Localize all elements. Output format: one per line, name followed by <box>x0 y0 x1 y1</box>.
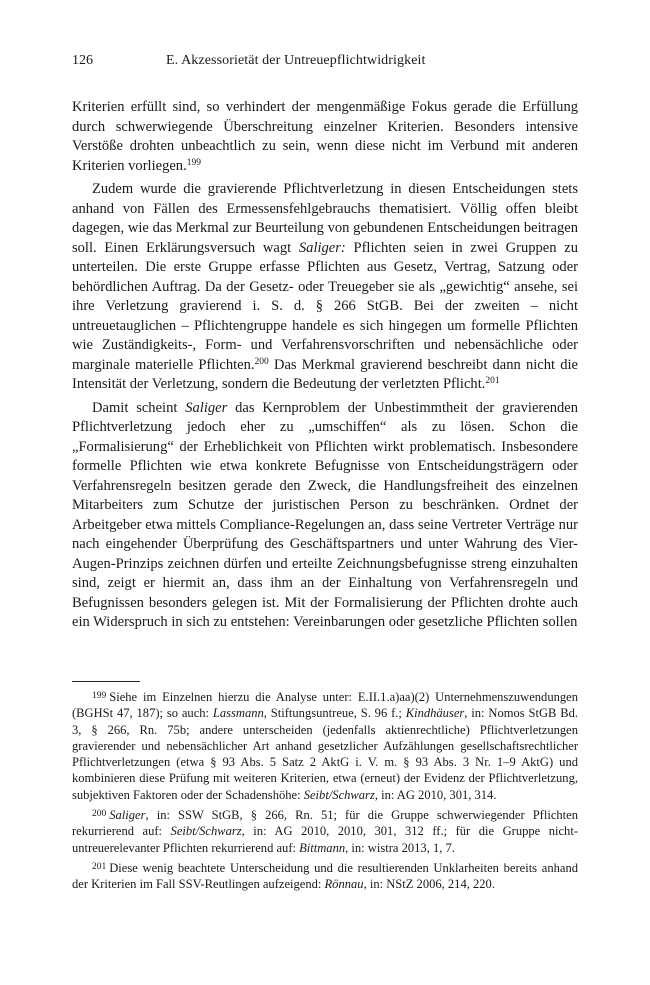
page-number: 126 <box>72 53 93 68</box>
paragraph-2: Zudem wurde die gravierende Pflichtverletzung in diesen Entscheidungen stets anhand von Fällen des Ermessensfehlgebrauchs thematisiert. Völlig offen bleibt dagegen, wie das Merkmal zur Beurteilung von gebundenen Entscheidungen beitragen soll. Einen Erklärungsversuch wagt Saliger: Pflichten seien in zwei Gruppen zu unterteilen. Die erste Gruppe erfasse Pflichten aus Gesetz, Vertrag, Satzung oder behördlichen Auftrag. Da der Gesetz- oder Treuegeber sie als „gewichtig“ ansehe, sei ihre Verletzung gravierend i. S. d. § 266 StGB. Bei der zweiten – nicht untreuetauglichen – Pflichtengruppe handele es sich hingegen um formelle Pflichten wie Zuständigkeits-, Form- und Verfahrensvorschriften und nebensächliche oder marginale materielle Pflichten.$^{200}$ Das Merkmal gravierend beschreibt dann nicht die Intensität der Verletzung, sondern die Bedeutung der verletzten Pflicht.$^{201}$ <box>72 181 579 392</box>
footnote-number: 199 <box>92 691 107 701</box>
main-text <box>72 98 578 633</box>
footnote-ref-201[interactable]: 201 <box>485 376 500 386</box>
footnotes <box>72 689 578 893</box>
footnote-ref-200[interactable]: 200 <box>254 356 269 367</box>
footnote-199: $^{199}$ Siehe im Einzelnen hierzu die Analyse unter: E.II.1.a)aa)(2) Unternehmenszuwendungen (BGHSt 47, 187); so auch: Lassmann, Stiftungsuntreue, S. 96 f.; Kindhäuser, in: Nomos StGB Bd. 3, § 266, Rn. 75b; andere unterscheiden (jedenfalls aktienrechtliche) Pflichtverletzungen gravierender und nebensächlicher Art anhand gesetzlicher Aufzählungen gesellschaftsrechtlicher Pflichtverletzungen (etwa § 93 Abs. 5 Satz 2 AktG i. V. m. § 93 Abs. 3 Nr. 1–9 AktG) und kombinieren diese Prüfung mit weiteren Kriterien, etwa (erneut) der Evidenz der Pflichtverletzung, subjektiven Faktoren oder der Schadenshöhe: Seibt/Schwarz, in: AG 2010, 301, 314. <box>72 690 579 802</box>
author-name: Saliger <box>185 399 228 416</box>
footnote-separator <box>72 681 140 682</box>
paragraph-3: Damit scheint Saliger das Kernproblem der Unbestimmtheit der gravierenden Pflichtverletzung jedoch eher zu „umschiffen“ als zu lösen. Schon die „Formalisierung“ der Erheblichkeit von Pflichten wirkt problematisch. Insbesondere formelle Pflichten wie etwa konkrete Befugnisse von Entscheidungsträgern oder Verfahrensregeln besitzen gerade den Zweck, die Handlungsfreiheit des einzelnen Mitarbeiters zum Schutze der juristischen Person zu beschränken. Ordnet der Arbeitgeber etwa mittels Compliance-Regelungen an, dass seine Vertreter Verträge nur nach eingehender Überprüfung des Geschäftspartners und unter Wahrung des Vier-Augen-Prinzips zeichnen dürfen und erteilte Zeichnungsbefugnisse streng einzuhalten sind, zeigt er hiermit an, dass ihm an der Einhaltung von Verfahrensregeln und Befugnissen besonders gelegen ist. Mit der Formalisierung der Pflichten drohte auch ein Widerspruch in sich zu entstehen: Vereinbarungen oder gesetzliche Pflichten sollen <box>72 399 578 630</box>
footnote-201: $^{201}$ Diese wenig beachtete Unterscheidung und die resultierenden Unklarheiten bereits anhand der Kriterien im Fall SSV-Reutlingen aufzeigend: Rönnau, in: NStZ 2006, 214, 220. <box>72 860 578 892</box>
footnote-number: 200 <box>92 809 107 820</box>
author-name: Saliger: <box>298 239 346 256</box>
footnote-200: $^{200}$ Saliger, in: SSW StGB, § 266, Rn. 51; für die Gruppe schwerwiegender Pflichten rekurrierend auf: Seibt/Schwarz, in: AG 2010, 2010, 301, 312 ff.; für die Gruppe nicht-untreuerelevanter Pflichten rekurrierend auf: Bittmann, in: wistra 2013, 1, 7. <box>72 808 578 855</box>
footnote-number: 201 <box>92 861 107 872</box>
footnote-ref-199[interactable]: 199 <box>186 157 201 168</box>
paragraph-1: Kriterien erfüllt sind, so verhindert der mengenmäßige Fokus gerade die Erfüllung durch schwerwiegende Überschreitung einzelner Kriterien. Besonders intensive Verstöße drohten unbeachtlich zu sein, wenn diese nicht im Verbund mit anderen Kriterien vorliegen.$^{199}$ <box>72 99 578 174</box>
running-title: E. Akzessorietät der Untreuepflichtwidrigkeit <box>166 53 426 68</box>
running-header <box>72 52 578 70</box>
